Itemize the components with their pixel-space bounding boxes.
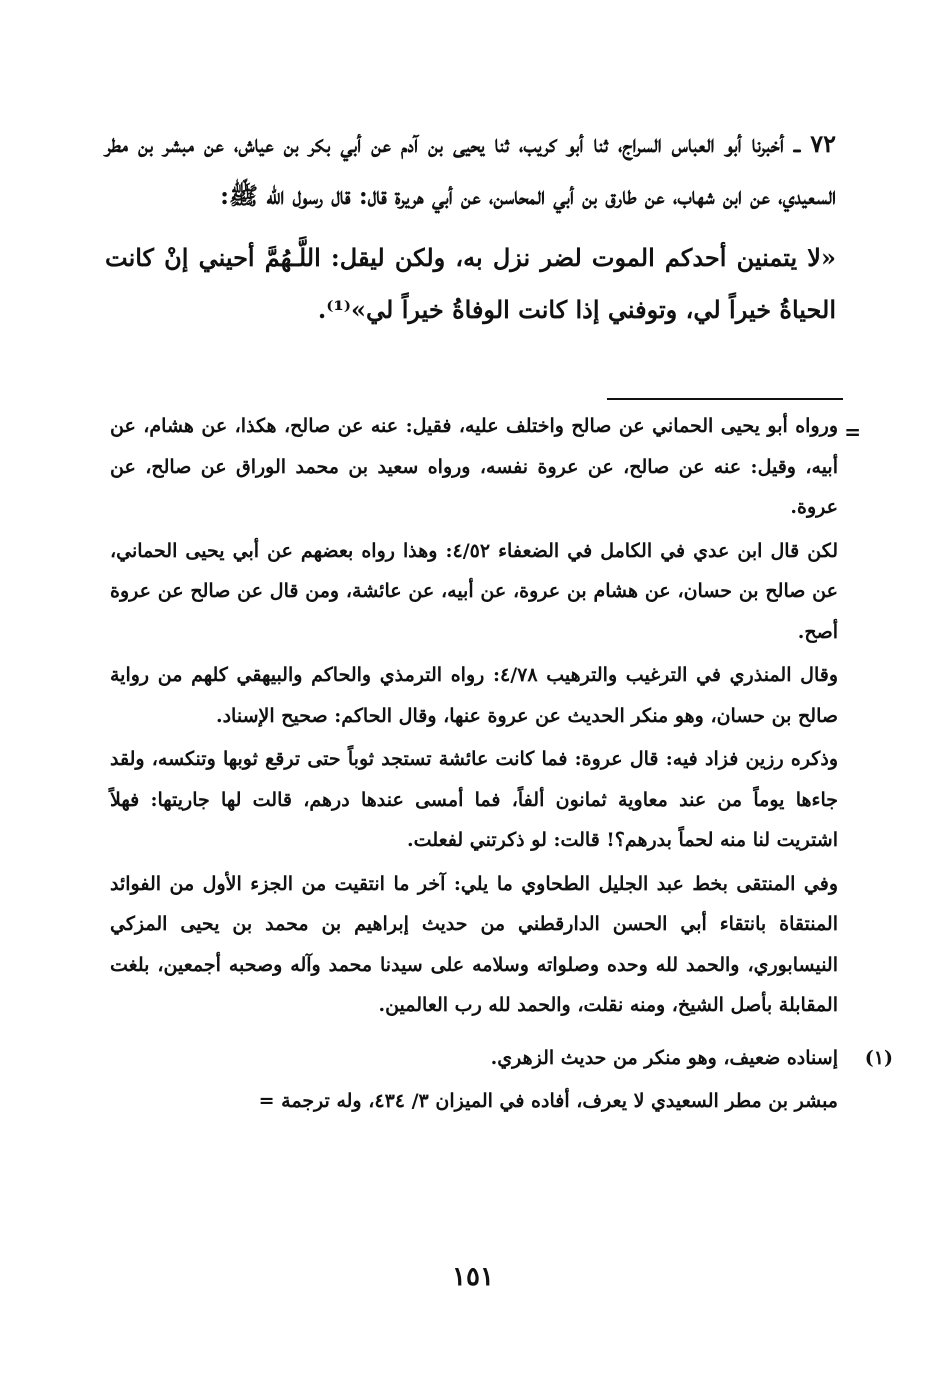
footnote-paragraph: وذكره رزين فزاد فيه: قال عروة: فما كانت عائشة تستجد ثوباً حتى ترقع ثوبها وتنكسه، ولقد جاءها يوماً من عند معاوية ثمانون ألفاً، فما أمسى عندها درهم، قالت لها جاريتها: فهلاً اشتريت لنا منه لحماً بدرهم؟! قالت: لو ذكرتني لفعلت.: [110, 748, 838, 851]
hadith-isnad: ٧٢ ــ أخبرنا أبو العباس السراج، ثنا أبو كريب، ثنا يحيى بن آدم عن أبي بكر بن عياش، عن مبشر بن مطر السعيدي، عن ابن شهاب، عن طارق بن أبي المحاسن، عن أبي هريرة قال: قال رسول الله ﷺ:: [105, 129, 836, 210]
footnote-paragraph: ورواه أبو يحيى الحماني عن صالح واختلف عليه، فقيل: عنه عن صالح، هكذا، عن هشام، عن أبيه، وقيل: عنه عن صالح، عن عروة نفسه، ورواه سعيد بن محمد الوراق عن صالح، عن عروة.: [110, 415, 838, 518]
footnote-continuation-mark: =: [844, 420, 861, 444]
hadith-text: [105, 118, 836, 336]
footnote-divider: [607, 398, 843, 400]
footnote-1-text: إسناده ضعيف، وهو منكر من حديث الزهري.: [490, 1046, 838, 1069]
hadith-matn: «لا يتمنين أحدكم الموت لضر نزل به، ولكن ليقل: اللَّـهُمَّ أحيني إنْ كانت الحياةُ خيراً لي، وتوفني إذا كانت الوفاةُ خيراً لي»⁽¹⁾.: [105, 243, 836, 324]
footnotes: [110, 406, 893, 1125]
footnote-1-continuation: مبشر بن مطر السعيدي لا يعرف، أفاده في الميزان ٣/ ٤٣٤، وله ترجمة =: [258, 1090, 838, 1112]
footnote-1-number: (١): [864, 1046, 893, 1069]
footnote-paragraph: لكن قال ابن عدي في الكامل في الضعفاء ٤/٥٢: وهذا رواه بعضهم عن أبي يحيى الحماني، عن صالح بن حسان، عن هشام بن عروة، عن أبيه، عن عائشة، ومن قال عن صالح عن عروة أصح.: [110, 539, 838, 643]
footnote-1: [110, 1038, 893, 1079]
footnote-paragraph: وقال المنذري في الترغيب والترهيب ٤/٧٨: رواه الترمذي والحاكم والبيهقي كلهم من رواية صالح بن حسان، وهو منكر الحديث عن عروة عنها، وقال الحاكم: صحيح الإسناد.: [110, 664, 839, 727]
page-number: ١٥١: [452, 1262, 494, 1292]
footnote-paragraph: وفي المنتقى بخط عبد الجليل الطحاوي ما يلي: آخر ما انتقيت من الجزء الأول من الفوائد المنتقاة بانتقاء أبي الحسن الدارقطني من حديث إبراهيم بن محمد بن يحيى المزكي النيسابوري، والحمد لله وحده وصلواته وسلامه على سيدنا محمد وآله وصحبه أجمعين، بلغت المقابلة بأصل الشيخ، ومنه نقلت، والحمد لله رب العالمين.: [110, 872, 838, 1016]
